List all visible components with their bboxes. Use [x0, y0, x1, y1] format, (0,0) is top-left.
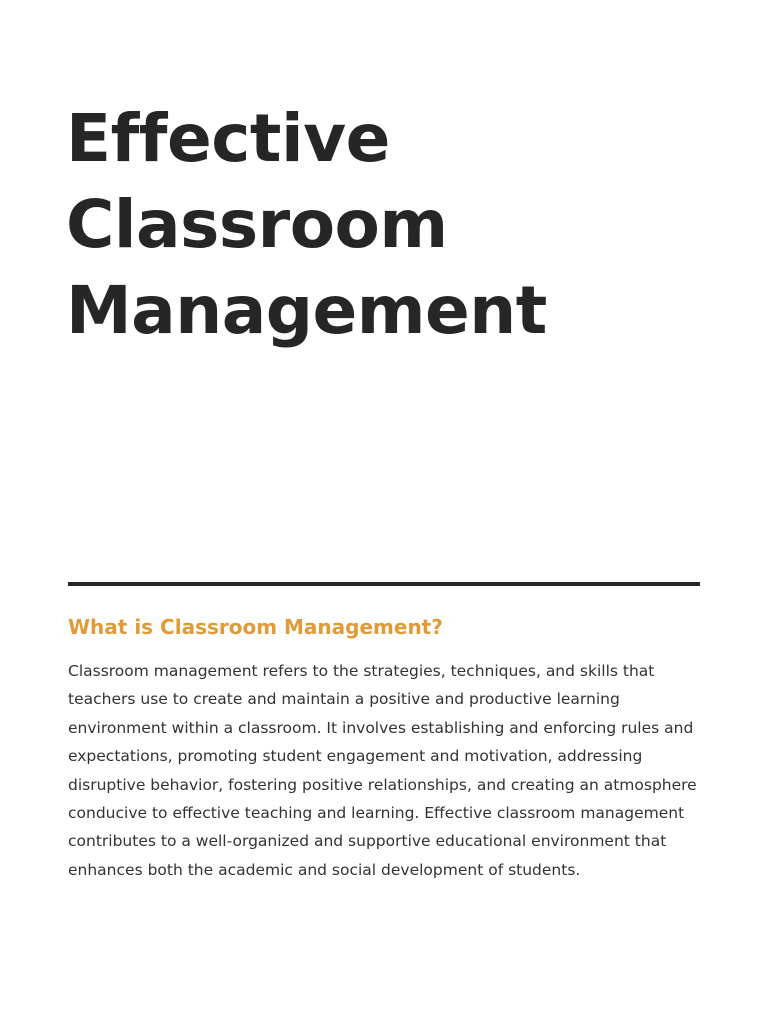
- paragraph-line: contributes to a well-organized and supportive educational environment that: [68, 832, 667, 851]
- paragraph-line: conducive to effective teaching and learning. Effective classroom management: [68, 804, 685, 823]
- title-line: Effective: [66, 100, 390, 177]
- paragraph-line: environment within a classroom. It involves establishing and enforcing rules and: [68, 718, 694, 737]
- title-line: Classroom: [66, 186, 448, 263]
- paragraph-line: enhances both the academic and social development of students.: [68, 860, 581, 879]
- paragraph-line: Classroom management refers to the strategies, techniques, and skills that: [68, 662, 655, 680]
- section-divider: [68, 582, 700, 586]
- section-paragraph: [68, 657, 708, 884]
- paragraph-line: expectations, promoting student engagement and motivation, addressing: [68, 747, 643, 766]
- document-title: [66, 96, 706, 354]
- paragraph-line: disruptive behavior, fostering positive relationships, and creating an atmosphere: [68, 775, 697, 794]
- title-line: Management: [66, 272, 547, 349]
- section-heading: What is Classroom Management?: [68, 615, 443, 639]
- paragraph-line: teachers use to create and maintain a positive and productive learning: [68, 690, 620, 709]
